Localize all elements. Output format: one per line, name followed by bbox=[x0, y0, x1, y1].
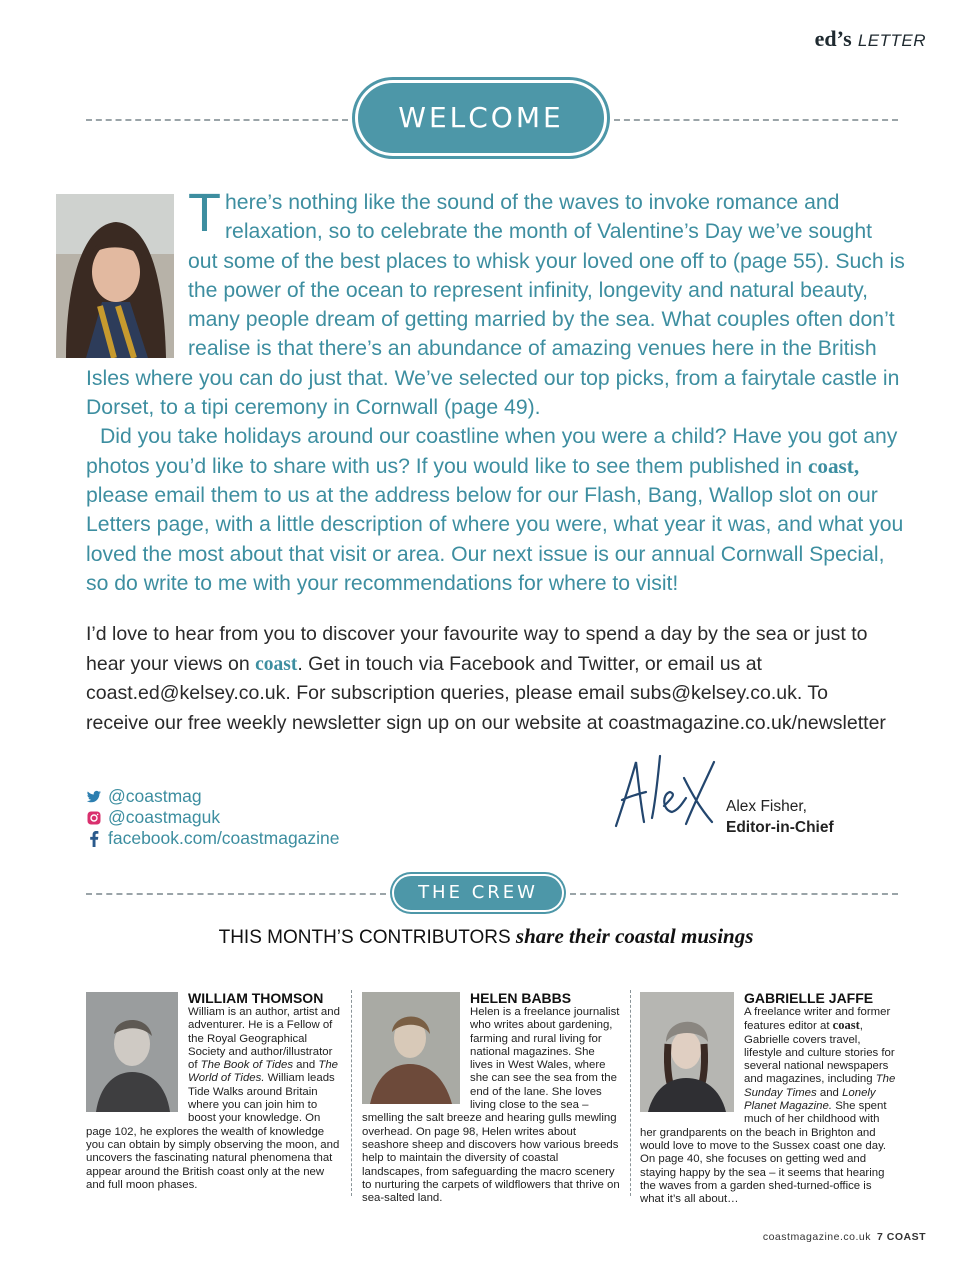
twitter-link[interactable] bbox=[86, 786, 340, 807]
crew-divider-right bbox=[570, 893, 898, 895]
contributor-bio-text: Helen is a freelance journalist who writes about gardening, farming and rural living for national magazines. She lives in West Wales, where she can see the sea from the end of the lane. She loves living close to the sea – smelling the salt breeze and hearing gulls mewling overhead. On page 98, Helen writes about seashore sheep and discovers how various breeds help to maintain the diversity of coastal landscapes, from safeguarding the macro scenery to nurturing the carpets of wildflowers that thrive on sea-salted land. bbox=[362, 1006, 620, 1205]
column-separator bbox=[630, 990, 631, 1196]
divider-left bbox=[86, 119, 348, 121]
book-title: The World of Tides. bbox=[188, 1059, 338, 1085]
coast-brand-word: coast bbox=[255, 653, 298, 675]
instagram-icon bbox=[86, 810, 102, 826]
crew-divider-left bbox=[86, 893, 386, 895]
section-tag bbox=[815, 26, 926, 52]
editor-photo bbox=[56, 194, 174, 358]
contributors-heading-plain: THIS MONTH’S CONTRIBUTORS bbox=[218, 927, 516, 948]
contributor-gabrielle-jaffe bbox=[640, 990, 898, 1206]
contributor-name: GABRIELLE JAFFE bbox=[744, 990, 874, 1006]
twitter-icon bbox=[86, 789, 102, 805]
facebook-icon bbox=[86, 831, 102, 847]
editor-name-block bbox=[726, 796, 834, 838]
instagram-link[interactable] bbox=[86, 807, 340, 828]
footer-site: coastmagazine.co.uk bbox=[762, 1231, 871, 1243]
intro-paragraph-2b: please email them to us at the address below for our Flash, Bang, Wallop slot on our Letters page, with a little description of where you were, what year it was, and what you loved the most about that visit or area. Our next issue is our annual Cornwall Special, so do write to me with your recommendations for where to visit! bbox=[86, 483, 904, 595]
contact-text-a: I’d love to hear from you to discover your favourite way to spend a day by the sea or just to hear your views on bbox=[86, 623, 868, 675]
editor-name: Alex Fisher, bbox=[726, 798, 807, 815]
social-links bbox=[86, 786, 340, 849]
divider-right bbox=[614, 119, 898, 121]
editor-role: Editor-in-Chief bbox=[726, 819, 834, 836]
section-tag-letter: LETTER bbox=[857, 31, 926, 50]
instagram-handle: @coastmaguk bbox=[108, 807, 221, 827]
contributor-helen-babbs bbox=[362, 990, 620, 1205]
contributors-heading-italic: share their coastal musings bbox=[515, 924, 754, 948]
coast-brand-word: coast bbox=[832, 1018, 860, 1033]
facebook-link[interactable] bbox=[86, 828, 340, 849]
book-title: The Book of Tides bbox=[200, 1059, 294, 1072]
editor-letter-contact bbox=[86, 620, 886, 738]
intro-paragraph-1: here’s nothing like the sound of the waves to invoke romance and relaxation, so to celebrate the month of Valentine’s Day we’ve sought out some of the best places to whisk your loved one off to (page 55). Such is the power of the ocean to represent infinity, longevity and natural beauty, many people dream of getting married by the sea. What couples often don’t realise is that there’s an abundance of amazing venues here in the British Isles where you can do just that. We’ve selected our top picks, from a fairytale castle in Dorset, to a tipi ceremony in Cornwall (page 49). bbox=[86, 191, 905, 420]
contributor-bio-text: , Gabrielle covers travel, lifestyle and culture stories for several national newspapers and magazines, including bbox=[744, 1020, 895, 1086]
contributor-bio-text: William leads Tide Walks around Britain where you can join him to boost your knowledge. On page 102, he explores the wealth of knowledge you can obtain by simply observing the moon, and uncovers the fascinating natural phenomena that appear around the British coast only at the new and full moon phases. bbox=[86, 1072, 340, 1191]
coast-brand-word: coast, bbox=[807, 453, 860, 478]
welcome-badge: WELCOME bbox=[358, 83, 604, 153]
contributor-photo-gabrielle bbox=[640, 992, 734, 1112]
facebook-url: facebook.com/coastmagazine bbox=[108, 828, 340, 848]
contributor-name: WILLIAM THOMSON bbox=[188, 990, 324, 1006]
contributor-bio-text: William is an author, artist and adventurer. He is a Fellow of the Royal Geographical Society and author/illustrator of bbox=[188, 1006, 340, 1072]
drop-cap: T bbox=[188, 183, 221, 243]
contributor-bio-text: She spent much of her childhood with her grandparents on the beach in Brighton and would love to move to the Sussex coast one day. On page 40, she focuses on getting wed and staying happy by the sea – it seems that hearing the waves from a garden shed-turned-office is what it’s all about… bbox=[640, 1100, 887, 1206]
contributors-heading bbox=[0, 924, 972, 949]
editor-signature bbox=[612, 748, 722, 837]
contributor-photo-helen bbox=[362, 992, 460, 1104]
footer-page: 7 COAST bbox=[876, 1231, 926, 1243]
contributor-photo-william bbox=[86, 992, 178, 1112]
contributor-bio-text: A freelance writer and former features editor at bbox=[744, 1006, 891, 1033]
page-footer bbox=[763, 1231, 926, 1243]
crew-badge: THE CREW bbox=[394, 876, 562, 910]
contributor-bio-text: and bbox=[816, 1086, 843, 1099]
publication-title: The Sunday Times bbox=[744, 1073, 896, 1099]
twitter-handle: @coastmag bbox=[108, 786, 202, 806]
contact-text-b: . Get in touch via Facebook and Twitter, or email us at coast.ed@kelsey.co.uk. For subscription queries, please email subs@kelsey.co.uk. To receive our free weekly newsletter sign up on our website at coastmagazine.co.uk/newsletter bbox=[86, 652, 886, 734]
contributor-name: HELEN BABBS bbox=[470, 990, 572, 1006]
contributor-william-thomson bbox=[86, 990, 342, 1192]
column-separator bbox=[351, 990, 352, 1196]
contributor-bio-text: and bbox=[293, 1059, 319, 1072]
publication-title: Lonely Planet Magazine. bbox=[744, 1086, 876, 1113]
section-tag-eds: ed’s bbox=[814, 26, 852, 51]
editor-letter-intro bbox=[86, 183, 906, 598]
intro-paragraph-2a: Did you take holidays around our coastline when you were a child? Have you got any photos you’d like to share with us? If you would like to see them published in bbox=[86, 425, 898, 478]
